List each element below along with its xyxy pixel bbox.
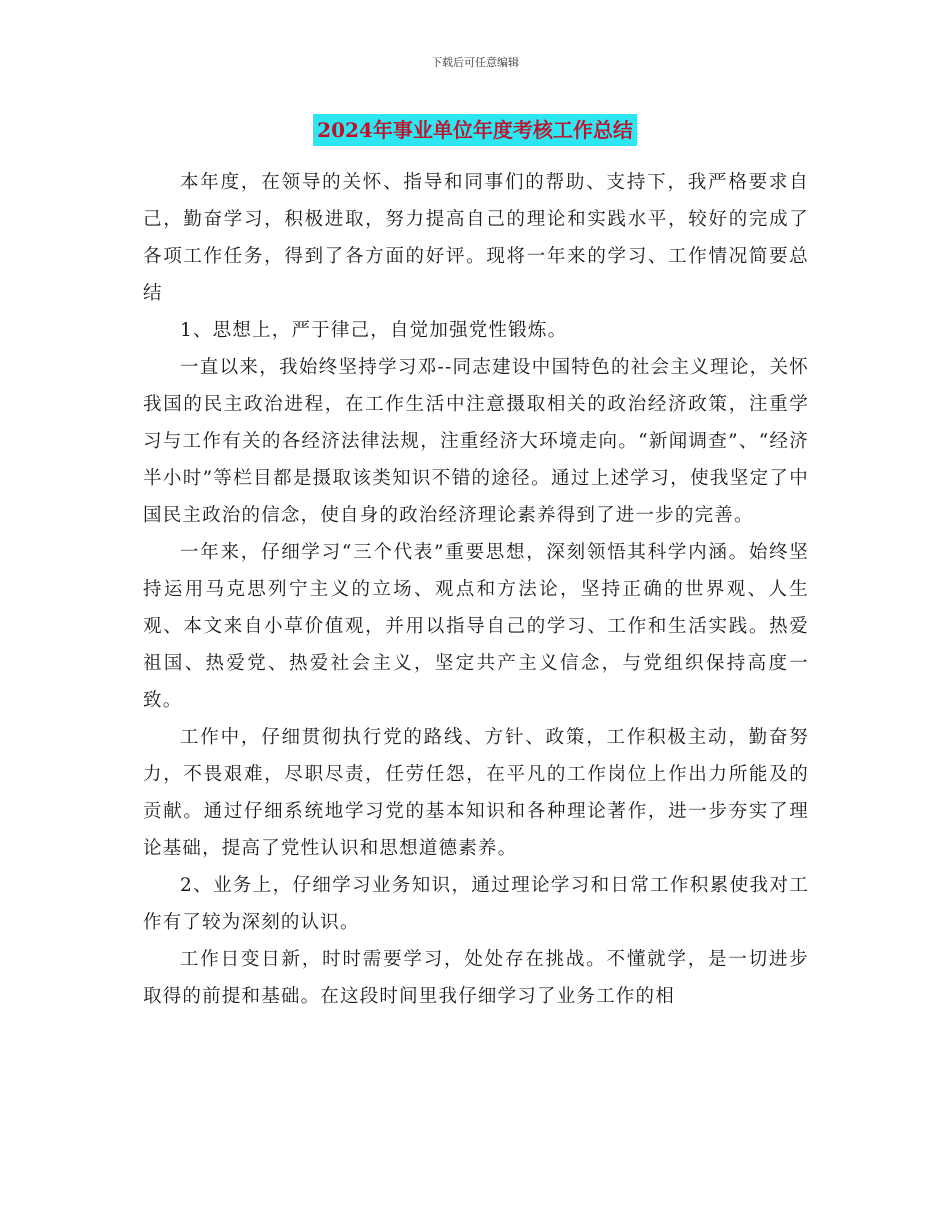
paragraph: 1、思想上，严于律己，自觉加强党性锻炼。 xyxy=(180,320,568,341)
document-title: 2024年事业单位年度考核工作总结 xyxy=(313,114,637,146)
paragraph: 一直以来，我始终坚持学习邓--同志建设中国特色的社会主义理论，关怀我国的民主政治进程，在工作生活中注意摄取相关的政治经济政策，注重学习与工作有关的各经济法律法规，注重经济大环境走向。“新闻调查”、“经济半小时”等栏目都是摄取该类知识不错的途径。通过上述学习，使我坚定了中国民主政治的信念，使自身的政治经济理论素养得到了进一步的完善。 xyxy=(143,357,809,526)
document-body xyxy=(143,164,809,1015)
paragraph: 一年来，仔细学习“三个代表”重要思想，深刻领悟其科学内涵。始终坚持运用马克思列宁主义的立场、观点和方法论，坚持正确的世界观、人生观、本文来自小草价值观，并用以指导自己的学习、工作和生活实践。热爱祖国、热爱党、热爱社会主义，坚定共产主义信念，与党组织保持高度一致。 xyxy=(143,542,809,711)
paragraph: 本年度，在领导的关怀、指导和同事们的帮助、支持下，我严格要求自己，勤奋学习，积极进取，努力提高自己的理论和实践水平，较好的完成了各项工作任务，得到了各方面的好评。现将一年来的学习、工作情况简要总结 xyxy=(143,172,809,304)
paragraph: 工作中，仔细贯彻执行党的路线、方针、政策，工作积极主动，勤奋努力，不畏艰难，尽职尽责，任劳任怨，在平凡的工作岗位上作出力所能及的贡献。通过仔细系统地学习党的基本知识和各种理论著作，进一步夯实了理论基础，提高了党性认识和思想道德素养。 xyxy=(143,727,809,859)
header-note: 下载后可任意编辑 xyxy=(431,56,519,69)
paragraph: 2、业务上，仔细学习业务知识，通过理论学习和日常工作积累使我对工作有了较为深刻的认识。 xyxy=(143,875,809,933)
title-container xyxy=(0,114,950,146)
paragraph: 工作日变日新，时时需要学习，处处存在挑战。不懂就学，是一切进步取得的前提和基础。在这段时间里我仔细学习了业务工作的相 xyxy=(143,949,809,1007)
